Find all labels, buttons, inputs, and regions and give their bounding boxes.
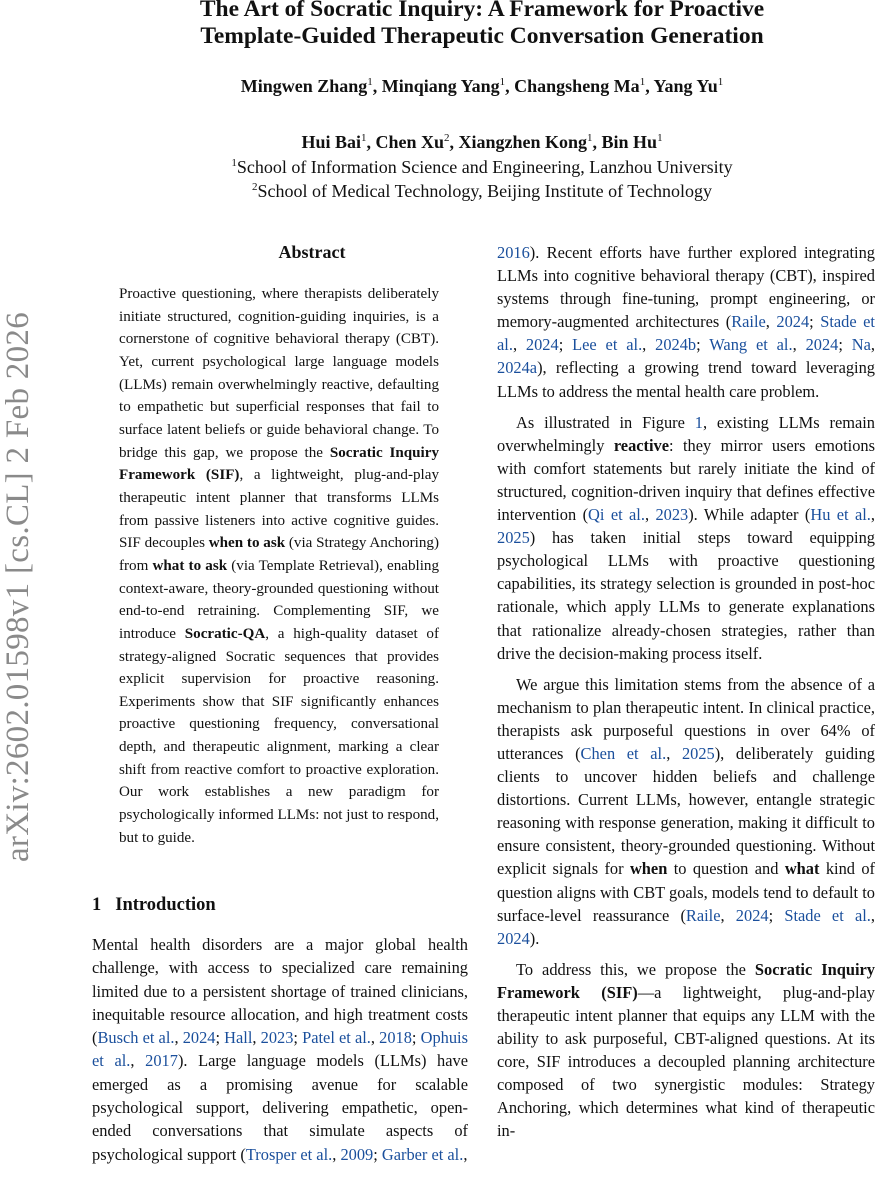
body-text: , (370, 1028, 380, 1048)
body-text: , (870, 905, 875, 925)
body-text: ; (768, 905, 785, 925)
intro-paragraph-1-continued (497, 241, 875, 403)
citation-link[interactable]: 2023 (260, 1028, 294, 1048)
citation-link[interactable]: 2024 (497, 928, 530, 948)
body-text: , (332, 1144, 341, 1164)
body-text: ; (411, 1028, 421, 1048)
citation-link[interactable]: Qi et al. (588, 505, 645, 525)
citation-link[interactable]: 2009 (340, 1144, 374, 1164)
body-text: ; (558, 335, 573, 355)
body-text: , (870, 335, 875, 355)
intro-paragraph-4 (497, 958, 875, 1143)
abstract-text: (via Template Retrieval), enabling context-aware, theory-grounded questioning without end-to-end retraining. Complementing SIF, we introduce (119, 557, 439, 642)
bold-term: reactive (613, 435, 670, 455)
author: Xiangzhen Kong (458, 132, 588, 152)
abstract-bold: what to ask (152, 557, 228, 574)
citation-link[interactable]: 2023 (655, 505, 689, 525)
body-text: to question and (667, 859, 785, 879)
affiliation-number: 2 (251, 181, 258, 193)
citation-link[interactable]: Stade et al. (784, 905, 871, 925)
citation-link[interactable]: 2025 (497, 528, 530, 548)
authors-row-2: Hui Bai$^1$, Chen Xu$^2$, Xiangzhen Kong$^1$, Bin Hu$^1$ (301, 132, 663, 152)
citation-link[interactable]: Busch et al. (97, 1028, 175, 1048)
title-line-2: Template-Guided Therapeutic Conversation Generation (200, 23, 764, 49)
body-text: ), deliberately guiding clients to uncover hidden beliefs and challenge distortions. Current LLMs, however, entangle strategic reasoning with response generation, making it difficult to ensure consistent, theory-grounded questioning. Without explicit signals for (497, 743, 875, 879)
body-text: , (463, 1144, 468, 1164)
author-affiliation-mark: 1 (587, 132, 593, 144)
figure-link[interactable]: 1 (694, 412, 703, 432)
author: Minqiang Yang (381, 76, 500, 96)
citation-link[interactable]: 2025 (681, 743, 715, 763)
citation-link[interactable]: Ophuis et al. (92, 1028, 468, 1071)
affiliation-1 (92, 155, 872, 179)
citation-link[interactable]: 2024 (735, 905, 769, 925)
citation-link[interactable]: Raile (731, 312, 766, 332)
body-text: ). Recent efforts have further explored integrating LLMs into cognitive behavioral therapy (CBT), inspired systems through fine-tuning, prompt engineering, or memory-augmented architectures ( (497, 243, 875, 332)
body-text: : they mirror users emotions with comfort statements but rarely initiate the kind of structured, cognition-driven inquiry that defines effective intervention ( (497, 435, 875, 525)
citation-link[interactable]: 2017 (145, 1051, 178, 1071)
citation-link[interactable]: 2018 (379, 1028, 412, 1048)
arxiv-stamp-text: arXiv:2602.01598v1 [cs.CL] 2 Feb 2026 (0, 311, 36, 863)
author-affiliation-mark: 1 (717, 76, 724, 88)
bold-term: what (784, 859, 820, 879)
body-text: ; (215, 1028, 225, 1048)
body-text: ). Large language models (LLMs) have emerged as a promising avenue for scalable psychological support, delivering empathetic, open-ended conversations that simulate aspects of psychological support ( (92, 1051, 468, 1164)
citation-link[interactable]: Lee et al. (572, 335, 643, 355)
author-affiliation-mark: 1 (367, 76, 373, 88)
abstract-text: (via Strategy Anchoring) from (119, 535, 439, 574)
abstract-bold: when to ask (208, 535, 286, 552)
citation-link[interactable]: Wang et al. (709, 335, 793, 355)
arxiv-stamp (0, 292, 36, 882)
body-text: , (642, 335, 656, 355)
body-text: , (512, 335, 526, 355)
citation-link[interactable]: 2024 (525, 335, 559, 355)
author: Bin Hu (601, 132, 658, 152)
author-affiliation-mark: 1 (657, 132, 663, 144)
citation-link[interactable]: 2024b (655, 335, 697, 355)
body-text: Mental health disorders are a major global health challenge, with access to specialized care remaining limited due to a persistent shortage of trained clinicians, inequitable resource allocation, and high treatment costs ( (92, 935, 468, 1048)
body-text: , (130, 1051, 146, 1071)
title-line-1: The Art of Socratic Inquiry: A Framework for Proactive (199, 0, 765, 22)
citation-link[interactable]: Na (851, 335, 871, 355)
author: Chen Xu (375, 132, 444, 152)
body-text: , (174, 1028, 183, 1048)
body-text: ; (696, 335, 710, 355)
body-text: , (870, 505, 876, 525)
authors-row-1: Mingwen Zhang$^1$, Minqiang Yang$^1$, Changsheng Ma$^1$, Yang Yu$^1$ (240, 76, 724, 96)
body-text: As illustrated in Figure (516, 412, 695, 432)
body-text: , (644, 505, 656, 525)
body-text: , existing LLMs remain overwhelmingly (497, 412, 875, 455)
intro-paragraph-1 (92, 933, 468, 1166)
abstract-bold: Socratic-QA (184, 625, 266, 642)
author-affiliation-mark: 1 (499, 76, 506, 88)
author-affiliation-mark: 2 (444, 132, 450, 144)
body-text: —a lightweight, plug-and-play therapeutic intent planner that equips any LLM with the ability to ask purposeful, CBT-aligned questions. At its core, SIF introduces a decoupled planning architecture composed of two synergistic modules: Strategy Anchoring, which determines what kind of therapeutic in- (497, 982, 875, 1141)
abstract-bold: Socratic Inquiry Framework (SIF) (119, 444, 439, 484)
body-text: ; (293, 1028, 303, 1048)
affiliation-text: School of Information Science and Engineering, Lanzhou University (236, 157, 733, 177)
body-text: , (666, 743, 682, 763)
citation-link[interactable]: Trosper et al. (245, 1144, 333, 1164)
citation-link[interactable]: 2024a (497, 358, 538, 378)
author: Mingwen Zhang (240, 76, 368, 96)
intro-paragraph-2 (497, 411, 875, 665)
intro-paragraph-3 (497, 673, 875, 950)
paper-title (92, 0, 872, 50)
body-text: , (252, 1028, 261, 1048)
citation-link[interactable]: 2016 (497, 243, 530, 262)
body-text: ) has taken initial steps toward equipping psychological LLMs with proactive questioning capabilities, its strategy selection is grounded in post-hoc rationale, which apply LLMs to generate explanations that rationalize already-chosen strategies, rather than drive the decision-making process itself. (497, 528, 875, 663)
citation-link[interactable]: Hall (224, 1028, 253, 1048)
citation-link[interactable]: Patel et al. (302, 1028, 371, 1048)
affiliation-2 (92, 179, 872, 203)
body-text: , (720, 905, 736, 925)
bold-term: Socratic Inquiry Framework (SIF) (497, 959, 875, 1002)
section-title: Introduction (115, 895, 216, 915)
citation-link[interactable]: Hu et al. (810, 505, 871, 525)
body-text: We argue this limitation stems from the absence of a mechanism to plan therapeutic intent. In clinical practice, therapists ask purposeful questions in over 64% of utterances ( (497, 674, 875, 763)
body-text: kind of question aligns with CBT goals, models tend to default to surface-level reassurance ( (497, 859, 876, 925)
abstract-text: , a high-quality dataset of strategy-aligned Socratic sequences that provides explicit supervision for proactive reasoning. Experiments show that SIF significantly enhances proactive questioning frequency, conversational depth, and therapeutic alignment, marking a clear shift from reactive comfort to proactive exploration. Our work establishes a new paradigm for psychologically informed LLMs: not just to respond, but to guide. (119, 625, 440, 846)
abstract-text: , a lightweight, plug-and-play therapeutic intent planner that transforms LLMs from passive listeners into active cognitive guides. SIF decouples (119, 467, 439, 552)
citation-link[interactable]: Raile (685, 905, 721, 925)
affiliation-number: 1 (231, 157, 237, 169)
author-affiliation-mark: 1 (639, 76, 646, 88)
section-number: 1 (92, 895, 102, 915)
body-text: ). (529, 928, 540, 948)
body-text: ). While adapter ( (688, 505, 811, 525)
author: Changsheng Ma (514, 76, 640, 96)
citation-link[interactable]: 2024 (182, 1028, 216, 1048)
citation-link[interactable]: Stade et al. (497, 312, 875, 355)
author-affiliation-mark: 1 (360, 132, 367, 144)
abstract-text: Proactive questioning, where therapists deliberately initiate structured, cognition-guiding inquiries, is a cornerstone of cognitive behavioral therapy (CBT). Yet, current psychological large language models (LLMs) remain overwhelmingly reactive, defaulting to empathetic but superficial responses that fail to surface latent beliefs or guide behavioral change. To bridge this gap, we propose the (119, 286, 439, 461)
body-text: , (792, 335, 806, 355)
body-text: ; (838, 335, 852, 355)
citation-link[interactable]: 2024 (805, 335, 839, 355)
body-text: ; (373, 1144, 382, 1164)
abstract-body (119, 283, 439, 849)
citation-link[interactable]: 2024 (776, 312, 810, 332)
citation-link[interactable]: Chen et al. (580, 743, 667, 763)
citation-link[interactable]: Garber et al. (381, 1144, 464, 1164)
right-column (497, 241, 875, 1151)
author: Hui Bai (301, 132, 361, 152)
author: Yang Yu (653, 76, 718, 96)
affiliation-text: School of Medical Technology, Beijing Institute of Technology (257, 181, 713, 201)
body-text: ), reflecting a growing trend toward leveraging LLMs to address the mental health care problem. (497, 358, 875, 401)
body-text: To address this, we propose the (516, 959, 755, 979)
body-text: ; (809, 312, 821, 332)
body-text: , (765, 312, 777, 332)
section-heading-introduction (92, 895, 216, 916)
bold-term: when (629, 859, 668, 879)
abstract-heading: Abstract (278, 242, 346, 262)
